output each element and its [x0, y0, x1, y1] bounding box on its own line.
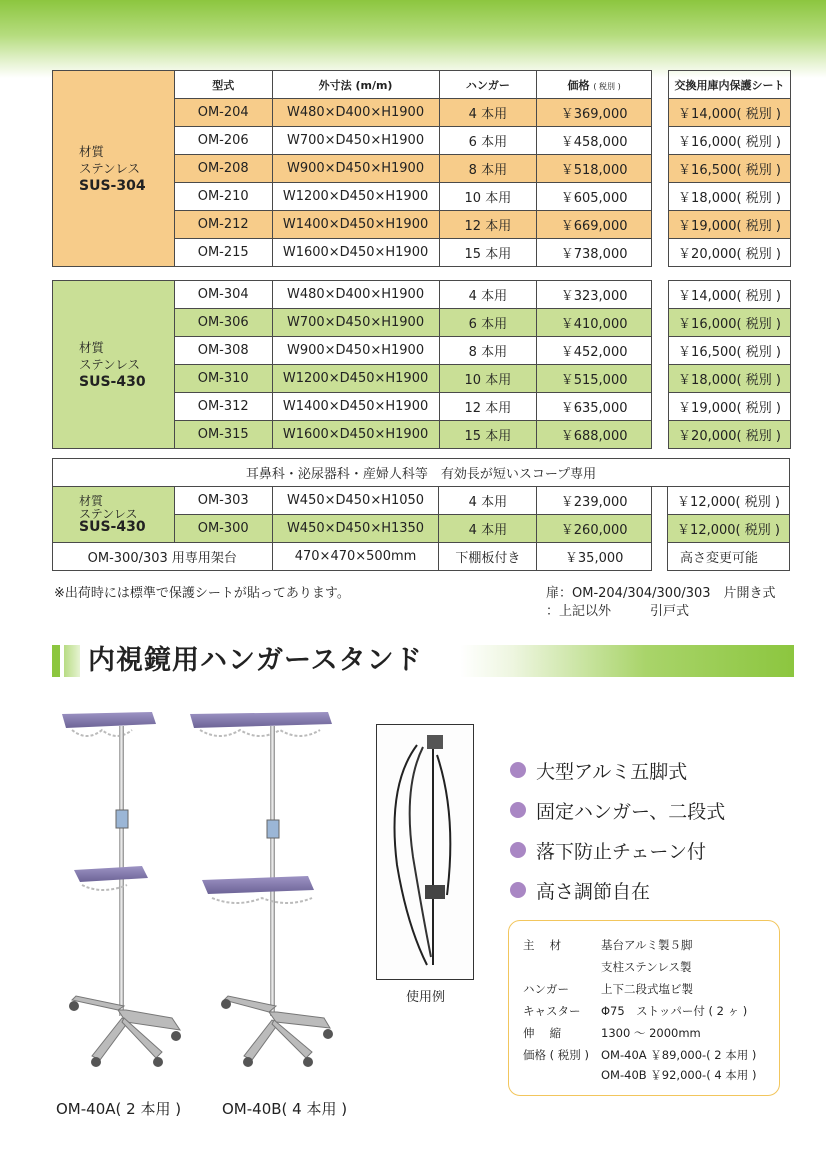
bullet-icon [510, 762, 526, 778]
table-row: OM-300 W450×D450×H1350 4 本用 ￥260,000 ￥12,000( 税別 ) [53, 515, 790, 543]
section-title-bar [52, 645, 794, 677]
list-item: 高さ調節自在 [510, 870, 725, 910]
table-row: OM-312 W1400×D450×H1900 12 本用 ￥635,000 [53, 393, 652, 421]
material-cell: 材質 ステンレス SUS-430 [53, 487, 175, 543]
bullet-icon [510, 882, 526, 898]
shipping-note: ※出荷時には標準で保護シートが貼ってあります。 [54, 586, 350, 601]
table-row: OM-212 W1400×D450×H1900 12 本用 ￥669,000 [53, 211, 652, 239]
page-title: 内視鏡用ハンガースタンド [88, 645, 423, 676]
table-row: OM-204 W480×D400×H1900 4 本用 ￥369,000 [53, 99, 652, 127]
table-row: OM-208 W900×D450×H1900 8 本用 ￥518,000 [53, 155, 652, 183]
sheet-table-sus430: ￥14,000( 税別 ) ￥16,000( 税別 ) ￥16,500( 税別 ) ￥18,000( 税別 ) ￥19,000( 税別 ) ￥20,000( 税別 ) [668, 280, 791, 449]
price-table-sus304 [52, 70, 652, 267]
table-row: OM-310 W1200×D450×H1900 10 本用 ￥515,000 [53, 365, 652, 393]
feature-list [510, 750, 725, 910]
spec-box: 主 材 基台アルミ製５脚 支柱ステンレス製 ハンガー 上下二段式塩ビ製 キャスター Φ75 ストッパー付 ( 2 ヶ ) 伸 縮 1300 ～ 2000mm 価格 ( 税別 ) OM-40A ￥89,000-( 2 本用 ) OM-40B ￥92,000-( 4 本用 ) [508, 920, 780, 1096]
header-sheet: 交換用庫内保護シート [669, 71, 791, 99]
caption-om-40b: OM-40B( 4 本用 ) [222, 1100, 348, 1118]
price-table-sus430 [52, 280, 652, 449]
header-model: 型式 [174, 71, 272, 99]
stand-om-40a [62, 712, 181, 1067]
list-item: 固定ハンガー、二段式 [510, 790, 725, 830]
price-table-short-scope [52, 458, 790, 571]
header-price: 価格 ( 税別 ) [537, 71, 652, 99]
header-hanger: ハンガー [439, 71, 537, 99]
hanger-stand-illustrations [52, 700, 352, 1090]
bullet-icon [510, 802, 526, 818]
table-row: OM-215 W1600×D450×H1900 15 本用 ￥738,000 [53, 239, 652, 267]
table-row: OM-308 W900×D450×H1900 8 本用 ￥452,000 [53, 337, 652, 365]
list-item: 大型アルミ五脚式 [510, 750, 725, 790]
door-note-1: 扉：OM-204/304/300/303 片開き式 [546, 586, 776, 601]
header-band [0, 0, 826, 78]
table-row: OM-315 W1600×D450×H1900 15 本用 ￥688,000 [53, 421, 652, 449]
table-row: 材質 ステンレス SUS-430 OM-304 W480×D400×H1900 4 本用 ￥323,000 [53, 281, 652, 309]
table-row: OM-300/303 用専用架台 470×470×500mm 下棚板付き ￥35,000 高さ変更可能 [53, 543, 790, 571]
door-note-2: ：上記以外 引戸式 [546, 604, 690, 619]
bullet-icon [510, 842, 526, 858]
table-row: 材質 ステンレス SUS-430 OM-303 W450×D450×H1050 4 本用 ￥239,000 ￥12,000( 税別 ) [53, 487, 790, 515]
stand-om-40b [190, 712, 333, 1067]
caption-om-40a: OM-40A( 2 本用 ) [56, 1100, 182, 1118]
table-row: OM-306 W700×D450×H1900 6 本用 ￥410,000 [53, 309, 652, 337]
header-dims: 外寸法 (m/m) [272, 71, 439, 99]
short-scope-banner: 耳鼻科・泌尿器科・産婦人科等 有効長が短いスコープ専用 [53, 459, 790, 487]
table-row: OM-210 W1200×D450×H1900 10 本用 ￥605,000 [53, 183, 652, 211]
sheet-table-sus304: 交換用庫内保護シート ￥14,000( 税別 ) ￥16,000( 税別 ) ￥16,500( 税別 ) ￥18,000( 税別 ) ￥19,000( 税別 ) ￥20,000( 税別 ) [668, 70, 791, 267]
table-row: OM-206 W700×D450×H1900 6 本用 ￥458,000 [53, 127, 652, 155]
material-cell: 材質 ステンレス SUS-304 [53, 71, 175, 267]
usage-example-photo [376, 724, 474, 980]
usage-caption: 使用例 [406, 990, 446, 1005]
list-item: 落下防止チェーン付 [510, 830, 725, 870]
material-cell: 材質 ステンレス SUS-430 [53, 281, 175, 449]
